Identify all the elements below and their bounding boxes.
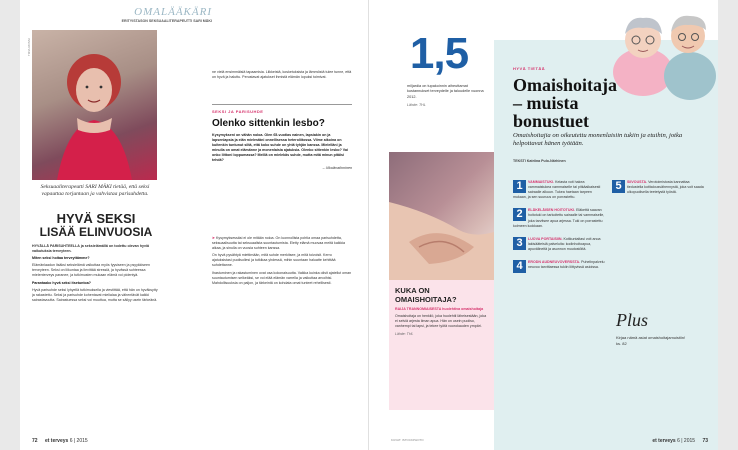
- column-header: [92, 6, 212, 23]
- headline-line-2: – muista: [513, 93, 579, 113]
- left-column-body: [32, 244, 160, 444]
- right-folio: [652, 438, 708, 444]
- benefit-5-text: Verotoimistosta kannattaa tiedustella kotitalousvähennystä, joka voit saada ulkopuolisella teetetystä työstä.: [627, 180, 704, 195]
- question-1: Miten seksi hoitaa terveyttämme?: [32, 256, 90, 261]
- benefit-1-heading: VAMMAISTUKI.: [528, 180, 555, 184]
- photo-caption: Seksuaaliterapeutti SARI MÄKI tietää, että seksi vapauttaa torjuntaan ja vahvistaa parisuhdetta.: [40, 184, 150, 197]
- right-magazine-name: et terveys: [652, 438, 676, 444]
- number-badge-4: 4: [513, 260, 526, 273]
- column-subtitle: ERITYISTASON SEKSUAALITERAPEUTTI SARI MÄKI: [121, 19, 212, 23]
- reader-letter: [212, 133, 352, 228]
- benefit-item-5: [612, 180, 704, 197]
- benefit-item-3: [513, 237, 605, 254]
- plus-text: Kirjaa nämä asiat omaishoitajamuistiin!: [616, 335, 686, 340]
- title-line-2: LISÄÄ ELINVUOSIA: [39, 225, 153, 239]
- benefits-column-1: [513, 180, 605, 410]
- title-line-1: HYVÄ SEKSI: [56, 211, 136, 226]
- headline-line-1: Omaishoitaja: [513, 75, 618, 95]
- article-byline: TEKSTI Katriina Pulo-Närhinen: [513, 159, 566, 163]
- body-paragraph-1: Elämänlaadun lisäksi seksielämä vaikuttaa myös fyysiseen ja psyykkiseen terveyteen. Seksi on liikuntaa ja lievittää stressiä, ja hyvässä suhteessa mielenterveys paranee, ja tutkimusten mukaan elämä voi pidentyä.: [32, 263, 151, 278]
- benefit-3-text: Kotikuntaltasi voit anoa lakisääteisiä palveluita: kodinhoitoapua, apuvälineitä ja asunnon muutostöitä.: [528, 236, 601, 251]
- right-page: [369, 0, 718, 450]
- column-label: OMALÄÄKÄRI: [134, 6, 212, 18]
- question-2: Parantaako hyvä seksi itsetuntoa?: [32, 280, 91, 285]
- article-headline: [513, 76, 633, 130]
- right-issue: 6 | 2015: [677, 438, 696, 444]
- left-magazine-name: et terveys: [44, 438, 69, 444]
- benefit-2-text: Eläkettä saavan hoitotuki on tarkoitettu sairaalle tai vammaiselle, joka tarvitsee apua arjessa. Tuki on porrastettu kolmeen luokkaan.: [513, 208, 605, 228]
- number-badge-3: 3: [513, 237, 526, 250]
- number-badge-5: 5: [612, 180, 625, 193]
- headline-line-3: bonustuet: [513, 111, 590, 131]
- plus-box: [616, 310, 686, 390]
- answer-paragraph-3: Ihastuminen ja rakastuminen ovat osa kokonaisuutta. Vaikka kuinka olisit ajatellut oman suuntautumisen selkeäksi, se voi elää elämän varrella ja vaikuttaa arvoihisi. Mahdollisuuksia on paljon, ja tärkeintä on kohdata omat tunteet rehellisesti.: [212, 270, 352, 285]
- benefit-item-1: [513, 180, 605, 202]
- intro-paragraph: ne vielä ensimmäisiä tapaamisia. Liikkeistä, kosketuksista ja lämmöstä tulee tunne, että on hyvä ja haluttu. Perustavat ajatukset ihmistä elämän lopuksi toimivat.: [212, 70, 352, 80]
- left-issue: 6 | 2015: [69, 438, 88, 444]
- portrait-photo: [32, 30, 157, 180]
- benefit-4-heading: ERODN AUDNEUVOVERSSTA.: [528, 260, 581, 265]
- section-tag: SEKSI JA PARISUHDE: [212, 109, 264, 114]
- side-caption: TIINA ROSSI: [27, 38, 31, 56]
- benefit-5-heading: SIIVOUSTA.: [627, 180, 648, 184]
- box-subtitle: RAIJA TRANNOMIAISESTA huolehtiva omaishoitaja: [395, 307, 484, 311]
- caregiver-box: [389, 280, 494, 410]
- box-source: Lähde: THL: [395, 332, 414, 337]
- benefit-1-text: Kelasta voit hakea vammaistukea vammaiselle tai pitkäaikaisesti sairaalle alkuun. Tukea haetaan tarpeen mukaan, ja sen suuruus on porrastettu.: [513, 180, 601, 200]
- plus-title: Plus: [616, 310, 649, 330]
- holding-hands-illustration: [389, 152, 494, 280]
- photo-credit: KUVAT: ISTOCKPHOTO: [391, 438, 424, 442]
- benefits-column-2: [612, 180, 704, 290]
- big-stat-number: 1,5: [409, 29, 469, 78]
- box-title-line-2: OMAISHOITAJA?: [395, 295, 457, 304]
- woman-portrait-illustration: [32, 30, 157, 180]
- article-kicker: HYVÄ TIETÄÄ: [513, 66, 546, 71]
- expert-answer: [212, 236, 352, 436]
- body-paragraph-2: Hyvä parisuhde seksi lyhyellä tutkimuksella ja viestittää, että hän on hyväksytty ja rakastettu. Seksi ja parisuhde kohentavat mielialaa ja vähentävät kaikki sairastavuutta. Sairastuessa seksi voi muuttua, mutta se säilyy usein tärkeänä.: [32, 287, 158, 302]
- left-page-number: 72: [32, 438, 38, 444]
- right-page-number: 73: [702, 438, 708, 444]
- plus-reference: ks. 82: [616, 340, 627, 346]
- article-deck: Omaishoitajia on oikeutettu monenlaisiin tukiin ja etuihin, jotka helpottavat hänen työtään.: [513, 132, 683, 147]
- benefit-item-2: [513, 208, 605, 230]
- benefit-3-heading: LUOVA PORTAISIIN.: [528, 236, 563, 241]
- left-page: [20, 0, 369, 450]
- number-badge-2: 2: [513, 208, 526, 221]
- left-folio: [32, 438, 88, 444]
- benefit-2-heading: ELÄKELÄISEN HOITOTUKI.: [528, 208, 576, 213]
- letter-text: Kysymykseni on vähän noloa. Olen 65-vuotias nainen, lapsiakin on ja lapsenlapsia ja elän mielestäni onnellisessa heteroliitossa. Viime aikoina on kuitenkin tuntunut siltä, että koko suhde on yhtä tyhjän kanssa. Mielelläni ja minulla on omat elämänne ja monenlaisia ajatuksia. Olenko sittenkin lesbo? Vai onko liittoni loppumassa? Meillä on mielekäs suhde, mutta mitä minun pitäisi tehdä?: [212, 133, 349, 163]
- letter-title: Olenko sittenkin lesbo?: [212, 118, 325, 129]
- hands-photo: [389, 152, 494, 280]
- number-badge-1: 1: [513, 180, 526, 193]
- reply-arrow-icon: ➤: [212, 236, 217, 240]
- section-divider: [212, 104, 352, 105]
- answer-paragraph-2: On hyvä pysähtyä miettimään, mitä suhde merkitsee, ja mitä toivoisit. Kerro ajatuksistasi puolisollesi ja tutkikaa yhdessä, mihin suuntaan haluatte kehittää suhdettanne.: [212, 253, 336, 268]
- stat-source: Lähde: THL: [407, 103, 426, 108]
- stat-caption: miljardia on tupakoinnin aiheuttamat kustannukset terveydelle ja taloudelle vuonna 2012.: [407, 84, 484, 99]
- article-title: [32, 212, 160, 239]
- benefit-item-4: [513, 260, 605, 273]
- box-title-line-1: KUKA ON: [395, 286, 430, 295]
- answer-text-1: Kysymyksessäsi ei ole mitään noloa. On luonnollista pohtia omaa parisuhdetta, seksuaalisuutta tai seksuaalista suuntautumista. Eletty elämä muovaa meitä kaikkia aikaa, ja sinulla on vuosia suhteen kanssa.: [212, 236, 346, 251]
- stat-box: [389, 29, 489, 142]
- answer-paragraph-1: [212, 236, 352, 251]
- lead-paragraph: HYVÄLLÄ PARISUHTEELLA ja seksielämällä on todettu olevan hyviä vaikutuksia terveyteen.: [32, 244, 150, 254]
- benefit-4-text: Puhelinpalvelu neuvoo tarvittaessa tukiin liittyvissä asioissa.: [528, 260, 605, 270]
- box-text: Omaishoitaja on henkilö, joka huolehtii läheisestään, joka ei selviä arjesta ilman apua. Hän on usein puoliso, vanhempi tai lapsi, ja tekee työtä vuorokauden ympäri.: [395, 314, 487, 329]
- letter-signature: – Ulkoilmaihminen: [322, 165, 352, 170]
